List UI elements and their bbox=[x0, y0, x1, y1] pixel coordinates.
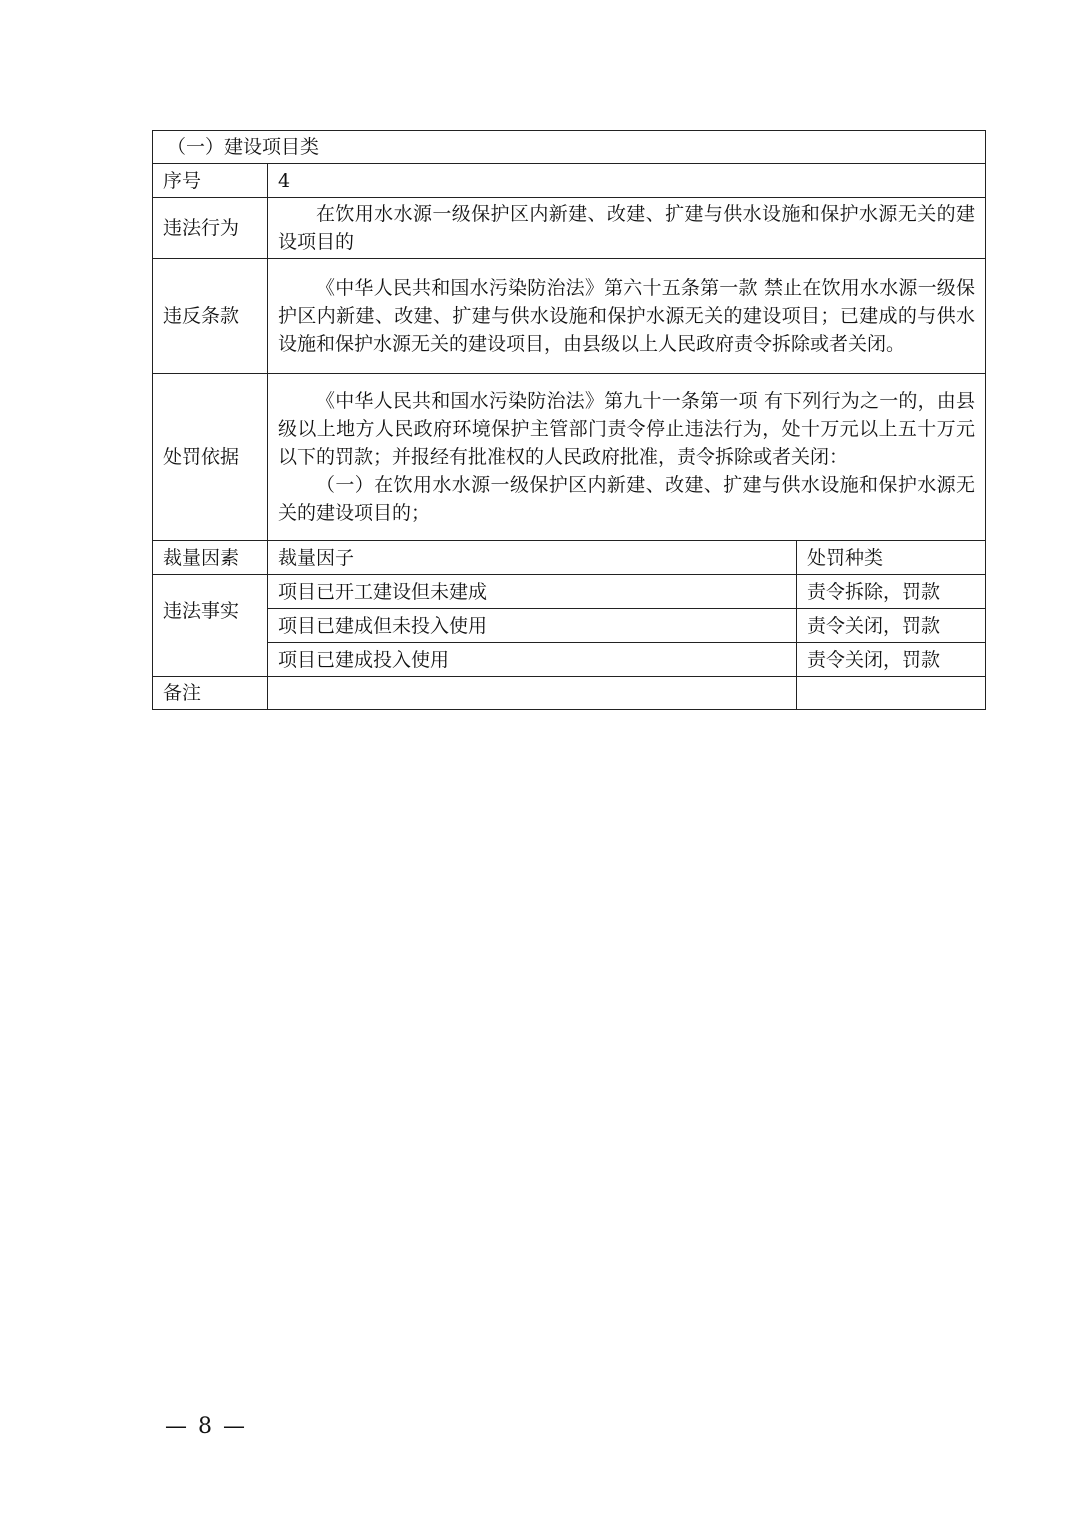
fact-factor: 项目已建成投入使用 bbox=[268, 643, 797, 677]
fact-row bbox=[153, 575, 986, 609]
discretion-label: 裁量因素 bbox=[153, 541, 268, 575]
violated-clause-row bbox=[153, 259, 986, 374]
factor-header: 裁量因子 bbox=[268, 541, 797, 575]
violation-label: 违法行为 bbox=[153, 198, 268, 259]
penalty-basis-row bbox=[153, 374, 986, 541]
fact-row bbox=[153, 643, 986, 677]
violated-clause-label: 违反条款 bbox=[153, 259, 268, 374]
serial-label: 序号 bbox=[153, 164, 268, 198]
penalty-type-header: 处罚种类 bbox=[797, 541, 986, 575]
section-row bbox=[153, 131, 986, 164]
violation-row bbox=[153, 198, 986, 259]
facts-label: 违法事实 bbox=[153, 575, 268, 677]
fact-penalty: 责令拆除，罚款 bbox=[797, 575, 986, 609]
penalty-basis-cell bbox=[268, 374, 986, 541]
fact-penalty: 责令关闭，罚款 bbox=[797, 609, 986, 643]
remarks-label: 备注 bbox=[153, 677, 268, 710]
penalty-basis-paragraph: （一）在饮用水水源一级保护区内新建、改建、扩建与供水设施和保护水源无关的建设项目的； bbox=[278, 474, 976, 524]
section-title: （一）建设项目类 bbox=[153, 131, 986, 164]
remarks-factor bbox=[268, 677, 797, 710]
penalty-basis-label: 处罚依据 bbox=[153, 374, 268, 541]
fact-factor: 项目已开工建设但未建成 bbox=[268, 575, 797, 609]
penalty-basis-paragraph: 《中华人民共和国水污染防治法》第九十一条第一项 有下列行为之一的，由县级以上地方人民政府环境保护主管部门责令停止违法行为，处十万元以上五十万元以下的罚款；并报经有批准权的人民政府批准，责令拆除或者关闭： bbox=[278, 390, 976, 468]
violated-clause-text: 《中华人民共和国水污染防治法》第六十五条第一款 禁止在饮用水水源一级保护区内新建、改建、扩建与供水设施和保护水源无关的建设项目；已建成的与供水设施和保护水源无关的建设项目，由县级以上人民政府责令拆除或者关闭。 bbox=[278, 277, 976, 355]
discretion-header-row bbox=[153, 541, 986, 575]
fact-factor: 项目已建成但未投入使用 bbox=[268, 609, 797, 643]
remarks-row bbox=[153, 677, 986, 710]
serial-value: 4 bbox=[268, 164, 986, 198]
penalty-table bbox=[152, 130, 986, 710]
violation-text: 在饮用水水源一级保护区内新建、改建、扩建与供水设施和保护水源无关的建设项目的 bbox=[278, 203, 976, 253]
remarks-penalty bbox=[797, 677, 986, 710]
violation-cell bbox=[268, 198, 986, 259]
serial-row bbox=[153, 164, 986, 198]
fact-row bbox=[153, 609, 986, 643]
violated-clause-cell bbox=[268, 259, 986, 374]
fact-penalty: 责令关闭，罚款 bbox=[797, 643, 986, 677]
page-number: — 8 — bbox=[165, 1414, 247, 1439]
